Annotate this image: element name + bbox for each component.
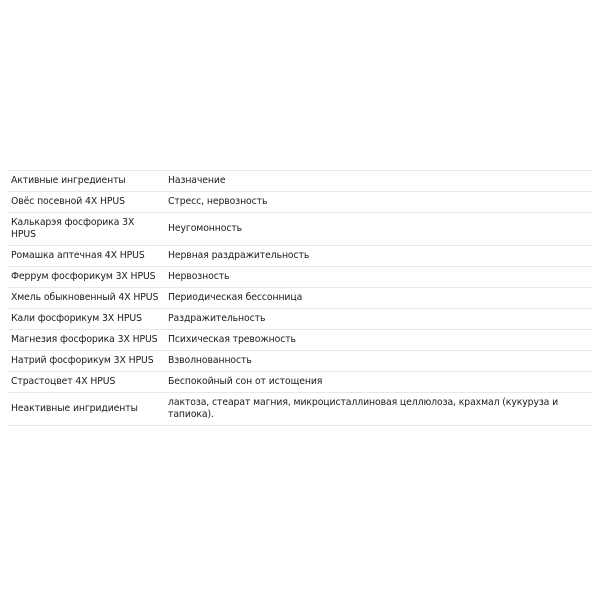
header-purpose: Назначение: [162, 171, 593, 192]
purpose-cell: Стресс, нервозность: [162, 192, 593, 213]
ingredient-cell: Натрий фосфорикум 3X HPUS: [7, 351, 162, 372]
table-row: [7, 372, 593, 393]
ingredient-cell: Страстоцвет 4X HPUS: [7, 372, 162, 393]
ingredient-cell: Неактивные ингридиенты: [7, 393, 162, 426]
purpose-cell: Раздражительность: [162, 309, 593, 330]
purpose-cell: Неугомонность: [162, 213, 593, 246]
table-row: [7, 330, 593, 351]
table-row: [7, 192, 593, 213]
header-active-ingredients: Активные ингредиенты: [7, 171, 162, 192]
table-row: [7, 288, 593, 309]
table-header-row: [7, 171, 593, 192]
purpose-cell: Нервозность: [162, 267, 593, 288]
ingredients-table: [7, 170, 593, 426]
table-row: [7, 393, 593, 426]
table-row: [7, 351, 593, 372]
ingredient-cell: Калькарэя фосфорика 3X HPUS: [7, 213, 162, 246]
table-row: [7, 309, 593, 330]
ingredient-cell: Ромашка аптечная 4X HPUS: [7, 246, 162, 267]
purpose-cell: Беспокойный сон от истощения: [162, 372, 593, 393]
purpose-cell: Взволнованность: [162, 351, 593, 372]
ingredient-cell: Овёс посевной 4X HPUS: [7, 192, 162, 213]
ingredient-cell: Феррум фосфорикум 3X HPUS: [7, 267, 162, 288]
table-row: [7, 246, 593, 267]
table-row: [7, 267, 593, 288]
ingredient-cell: Кали фосфорикум 3X HPUS: [7, 309, 162, 330]
ingredient-cell: Магнезия фосфорика 3X HPUS: [7, 330, 162, 351]
ingredient-cell: Хмель обыкновенный 4X HPUS: [7, 288, 162, 309]
purpose-cell: Психическая тревожность: [162, 330, 593, 351]
purpose-cell: Нервная раздражительность: [162, 246, 593, 267]
purpose-cell: лактоза, стеарат магния, микроцисталлиновая целлюлоза, крахмал (кукуруза и тапиока).: [162, 393, 593, 426]
ingredients-table-container: [7, 170, 593, 426]
purpose-cell: Периодическая бессонница: [162, 288, 593, 309]
table-row: [7, 213, 593, 246]
